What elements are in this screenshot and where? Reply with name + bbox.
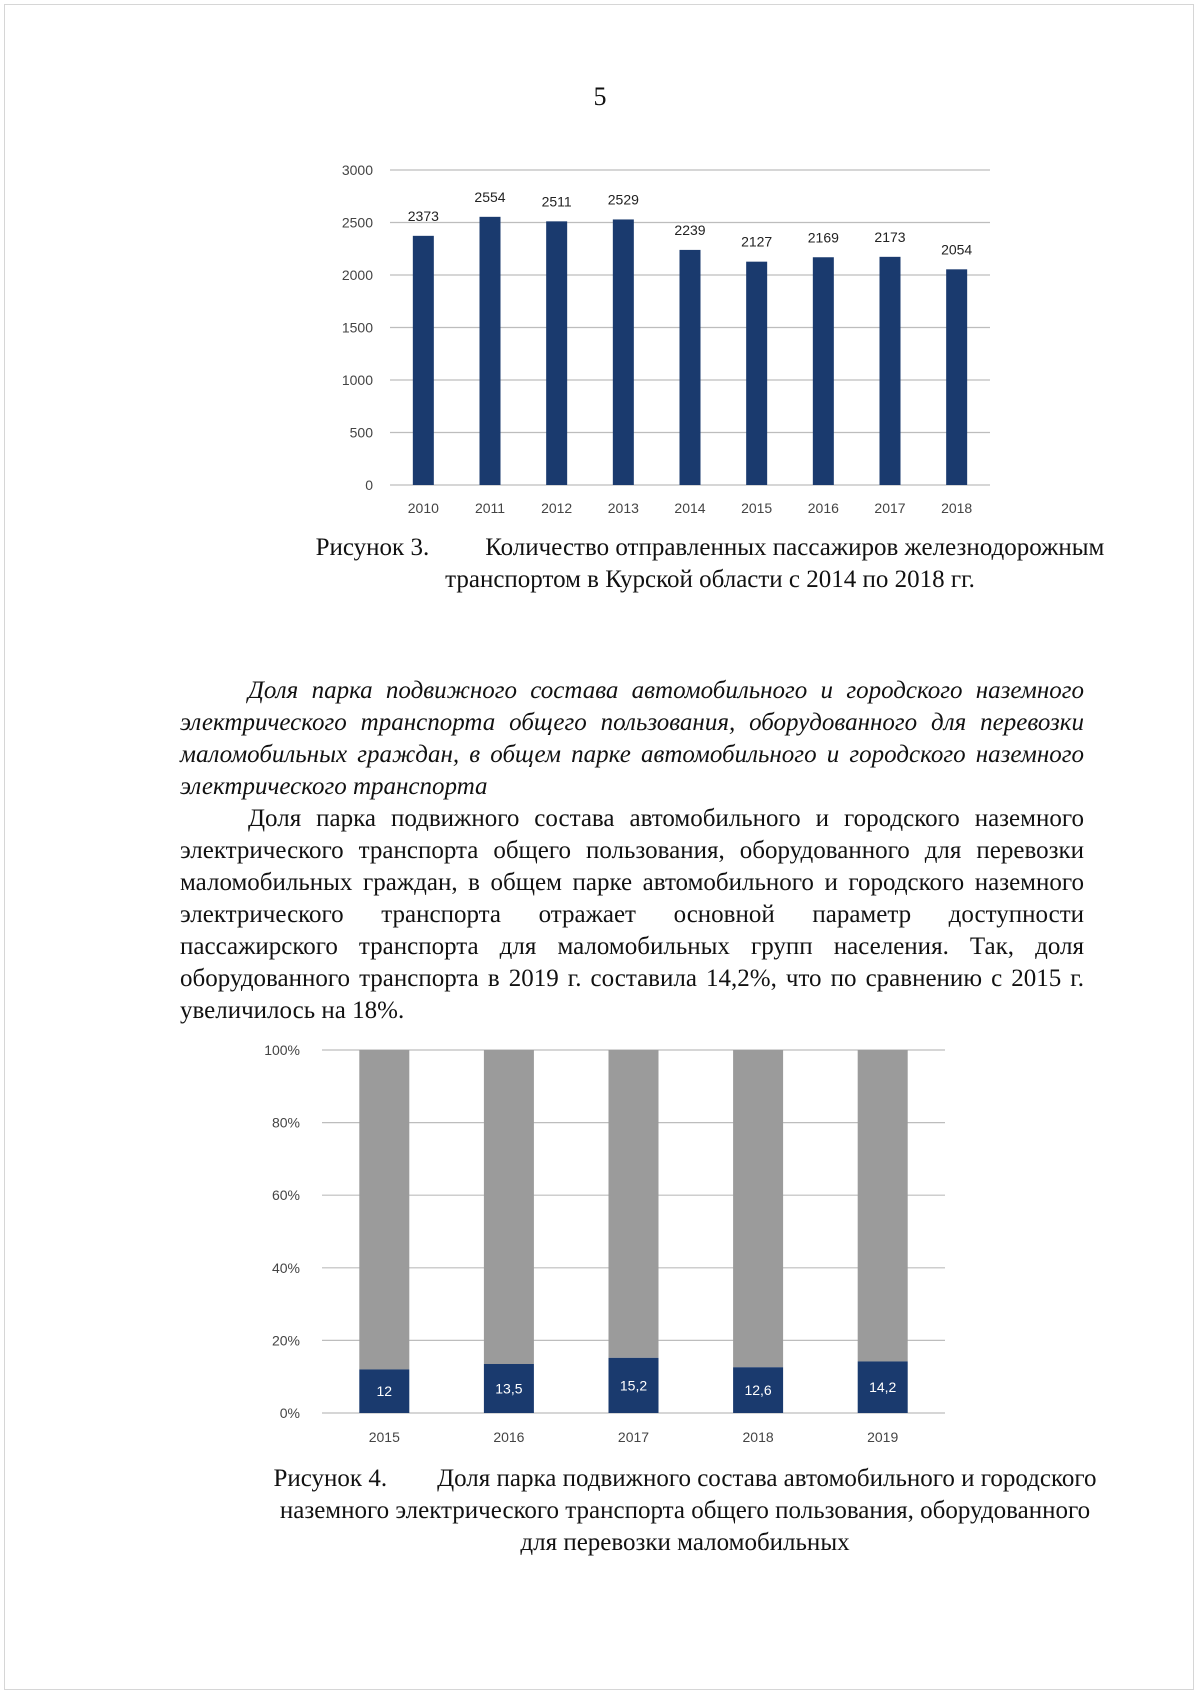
- y-tick-label: 1000: [341, 372, 373, 388]
- y-tick-label: 500: [349, 424, 373, 441]
- x-tick-label: 2017: [874, 500, 906, 516]
- x-tick-label: 2011: [474, 500, 506, 516]
- y-tick-label: 3000: [341, 162, 373, 178]
- bar-segment-other: [733, 1050, 783, 1367]
- y-tick-label: 1500: [341, 319, 373, 336]
- data-label: 2511: [541, 193, 572, 210]
- x-tick-label: 2019: [867, 1429, 899, 1445]
- x-tick-label: 2017: [617, 1429, 650, 1445]
- segment-label: 12,6: [744, 1382, 772, 1399]
- body-paragraph: Доля парка подвижного состава автомобильного и городского наземного электрического транспорта общего пользования, оборудованного для перевозки маломобильных граждан, в общем парке автомобильного и городского наземного электрического транспорта отражает основной параметр доступности пассажирского транспорта для маломобильных групп населения. Так, доля оборудованного транспорта в 2019 г. составила 14,2%, что по сравнению с 2015 г. увеличилось на 18%.: [180, 805, 1084, 1024]
- x-tick-label: 2016: [493, 1429, 525, 1445]
- bar-segment-other: [609, 1050, 659, 1358]
- x-tick-label: 2014: [674, 500, 706, 516]
- y-tick-label: 40%: [271, 1259, 300, 1276]
- bar-segment-other: [359, 1050, 409, 1369]
- y-tick-label: 0: [365, 477, 373, 493]
- data-label: 2239: [674, 221, 706, 238]
- x-tick-label: 2018: [742, 1429, 774, 1445]
- segment-label: 15,2: [619, 1377, 648, 1394]
- page-number: 5: [593, 82, 607, 111]
- y-tick-label: 2500: [341, 214, 373, 231]
- segment-label: 14,2: [869, 1379, 897, 1396]
- y-tick-label: 80%: [271, 1114, 300, 1131]
- figure-3-text: Количество отправленных пассажиров железнодорожным транспортом в Курской области с 2014 по 2018 гг.: [445, 534, 1105, 593]
- x-tick-label: 2016: [807, 500, 839, 516]
- x-tick-label: 2015: [368, 1429, 400, 1445]
- data-label: 2529: [607, 191, 639, 208]
- segment-label: 13,5: [495, 1380, 523, 1397]
- y-tick-label: 2000: [341, 267, 373, 283]
- y-tick-label: 100%: [264, 1042, 300, 1058]
- y-tick-label: 60%: [271, 1187, 300, 1204]
- x-tick-label: 2012: [541, 500, 573, 516]
- y-tick-label: 20%: [271, 1332, 300, 1349]
- segment-label: 12: [376, 1383, 393, 1400]
- bar-segment-other: [858, 1050, 908, 1361]
- data-label: 2054: [941, 241, 973, 258]
- x-tick-label: 2010: [407, 500, 439, 516]
- x-tick-label: 2018: [941, 500, 973, 516]
- figure-4-caption: [270, 1463, 1100, 1559]
- data-label: 2173: [874, 228, 906, 245]
- x-tick-label: 2015: [741, 500, 773, 516]
- bar-segment-other: [484, 1050, 534, 1364]
- figure-3-number: Рисунок 3.: [315, 534, 430, 561]
- data-label: 2127: [741, 233, 773, 250]
- figure-4-number: Рисунок 4.: [273, 1465, 388, 1492]
- data-label: 2169: [807, 229, 839, 246]
- section-heading: Доля парка подвижного состава автомобильного и городского наземного электрического транспорта общего пользования, оборудованного для перевозки маломобильных граждан, в общем парке автомобильного и городского наземного электрического транспорта: [180, 677, 1084, 800]
- data-label: 2554: [474, 188, 506, 205]
- figure-4-text: Доля парка подвижного состава автомобильного и городского наземного электрического транспорта общего пользования, оборудованного для перевозки маломобильных: [279, 1465, 1097, 1556]
- y-tick-label: 0%: [279, 1405, 300, 1421]
- data-label: 2373: [407, 207, 439, 224]
- x-tick-label: 2013: [607, 500, 639, 516]
